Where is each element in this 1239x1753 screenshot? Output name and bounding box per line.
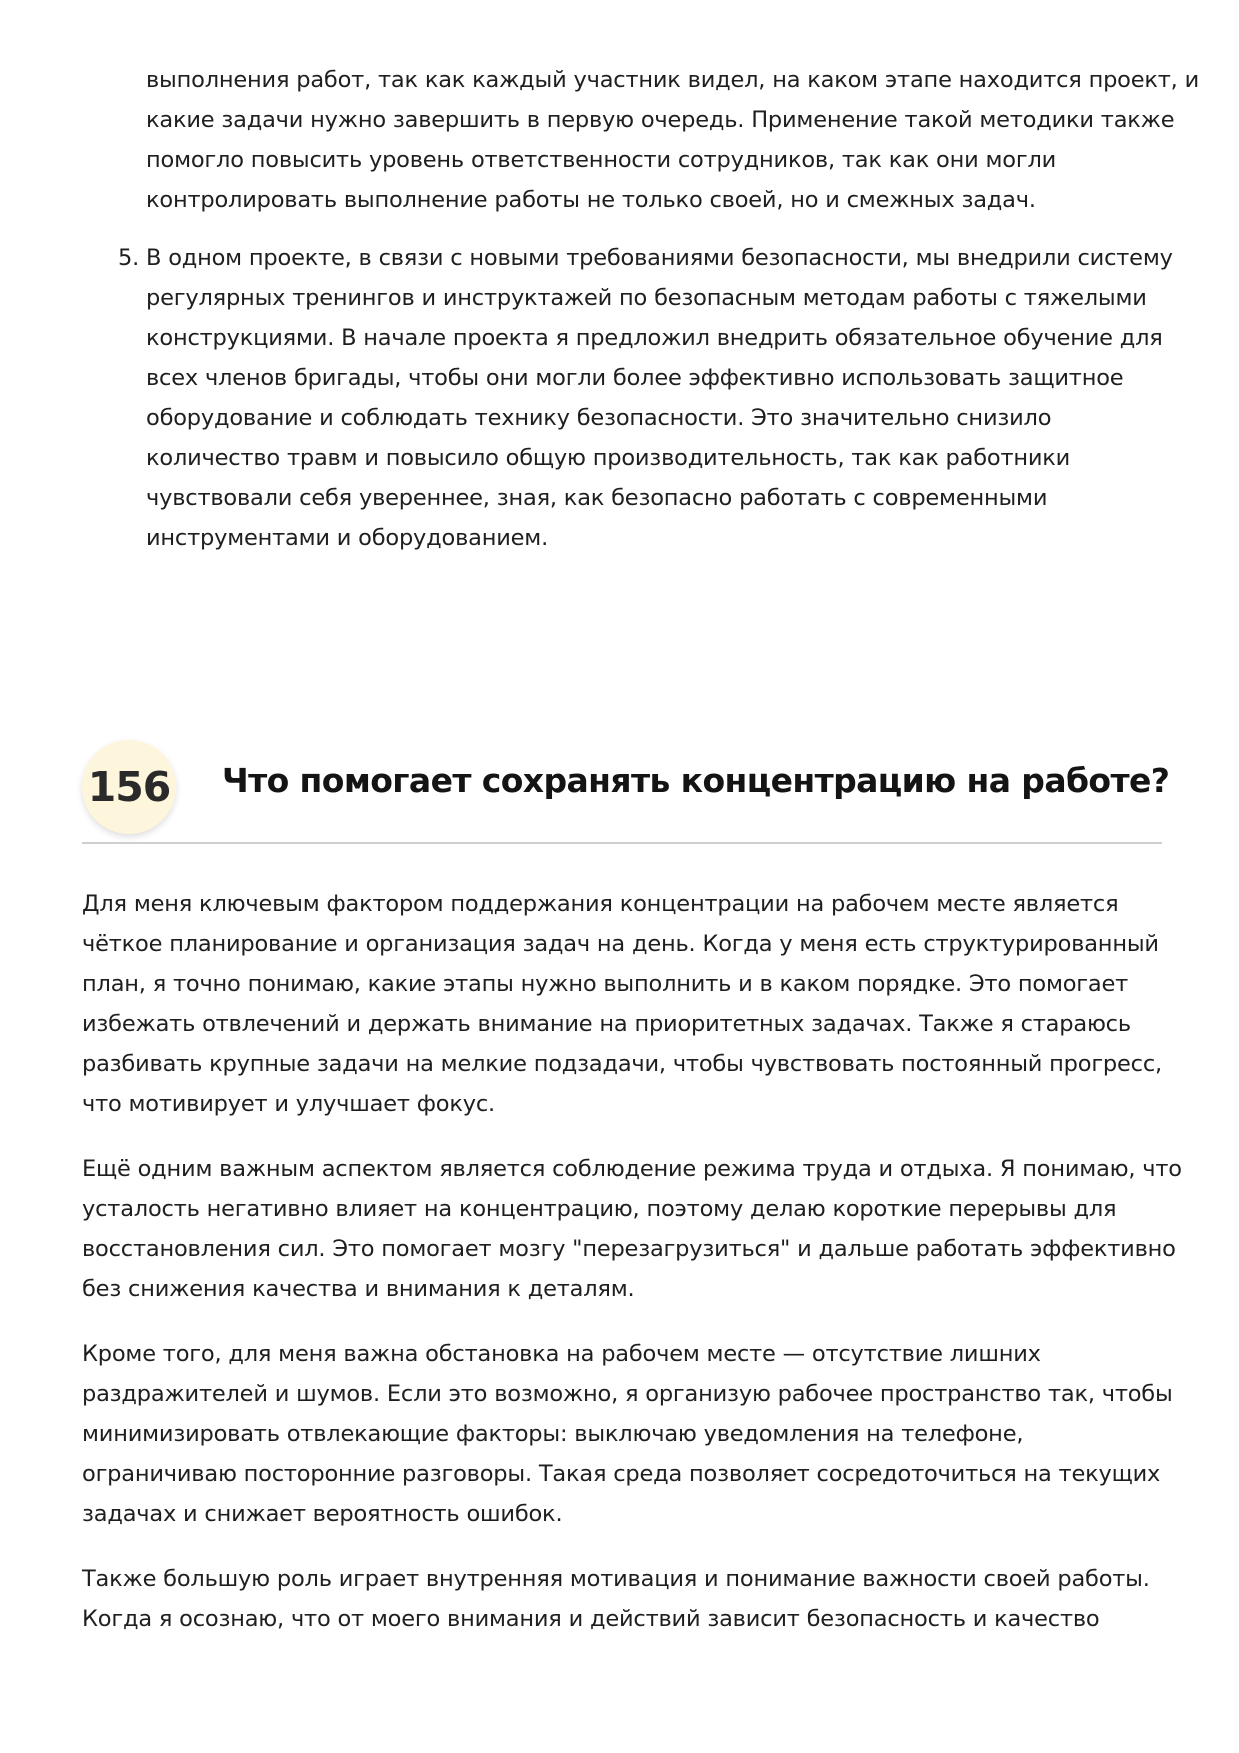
text-line: контролировать выполнение работы не только своей, но и смежных задач. bbox=[146, 187, 1036, 213]
text-line: регулярных тренингов и инструктажей по безопасным методам работы с тяжелыми bbox=[146, 285, 1147, 311]
text-line: восстановления сил. Это помогает мозгу "перезагрузиться" и дальше работать эффективно bbox=[82, 1236, 1176, 1262]
answer-body bbox=[82, 884, 1182, 1639]
section-title: Что помогает сохранять концентрацию на работе? bbox=[222, 761, 1170, 800]
list-item-5 bbox=[118, 238, 1173, 558]
section-divider bbox=[82, 842, 1162, 844]
text-line: Кроме того, для меня важна обстановка на рабочем месте — отсутствие лишних bbox=[82, 1341, 1041, 1367]
list-item-number: 5. bbox=[118, 245, 140, 271]
section-header bbox=[82, 738, 1170, 844]
text-line: какие задачи нужно завершить в первую очередь. Применение такой методики также bbox=[146, 107, 1175, 133]
text-line: минимизировать отвлекающие факторы: выключаю уведомления на телефоне, bbox=[82, 1421, 1024, 1447]
text-line: помогло повысить уровень ответственности сотрудников, так как они могли bbox=[146, 147, 1057, 173]
text-line: Также большую роль играет внутренняя мотивация и понимание важности своей работы. bbox=[82, 1566, 1150, 1592]
text-line: без снижения качества и внимания к деталям. bbox=[82, 1276, 635, 1302]
paragraph bbox=[82, 1334, 1173, 1534]
text-line: количество травм и повысило общую производительность, так как работники bbox=[146, 445, 1071, 471]
text-line: избежать отвлечений и держать внимание на приоритетных задачах. Также я стараюсь bbox=[82, 1011, 1131, 1037]
list-item-4-continuation bbox=[146, 60, 1200, 220]
paragraph bbox=[82, 1559, 1167, 1639]
text-line: оборудование и соблюдать технику безопасности. Это значительно снизило bbox=[146, 405, 1052, 431]
text-line: Когда я осознаю, что от моего внимания и действий зависит безопасность и качество bbox=[82, 1606, 1100, 1632]
paragraph bbox=[82, 1149, 1182, 1309]
text-line: конструкциями. В начале проекта я предложил внедрить обязательное обучение для bbox=[146, 325, 1163, 351]
text-line: всех членов бригады, чтобы они могли более эффективно использовать защитное bbox=[146, 365, 1124, 391]
text-line: план, я точно понимаю, какие этапы нужно выполнить и в каком порядке. Это помогает bbox=[82, 971, 1129, 997]
text-line: задачах и снижает вероятность ошибок. bbox=[82, 1501, 563, 1527]
text-line: раздражителей и шумов. Если это возможно, я организую рабочее пространство так, чтобы bbox=[82, 1381, 1173, 1407]
text-line: инструментами и оборудованием. bbox=[146, 525, 549, 551]
text-line: что мотивирует и улучшает фокус. bbox=[82, 1091, 495, 1117]
question-number-badge: 156 bbox=[82, 740, 176, 834]
previous-answer-list bbox=[118, 60, 1200, 558]
text-line: чувствовали себя увереннее, зная, как безопасно работать с современными bbox=[146, 485, 1048, 511]
text-line: чёткое планирование и организация задач на день. Когда у меня есть структурированный bbox=[82, 931, 1159, 957]
text-line: ограничиваю посторонние разговоры. Такая среда позволяет сосредоточиться на текущих bbox=[82, 1461, 1161, 1487]
text-line: В одном проекте, в связи с новыми требованиями безопасности, мы внедрили систему bbox=[146, 245, 1173, 271]
paragraph bbox=[82, 884, 1167, 1124]
text-line: Для меня ключевым фактором поддержания концентрации на рабочем месте является bbox=[82, 891, 1119, 917]
text-line: выполнения работ, так как каждый участник видел, на каком этапе находится проект, и bbox=[146, 67, 1200, 93]
text-line: усталость негативно влияет на концентрацию, поэтому делаю короткие перерывы для bbox=[82, 1196, 1117, 1222]
text-line: Ещё одним важным аспектом является соблюдение режима труда и отдыха. Я понимаю, что bbox=[82, 1156, 1182, 1182]
text-line: разбивать крупные задачи на мелкие подзадачи, чтобы чувствовать постоянный прогресс, bbox=[82, 1051, 1162, 1077]
